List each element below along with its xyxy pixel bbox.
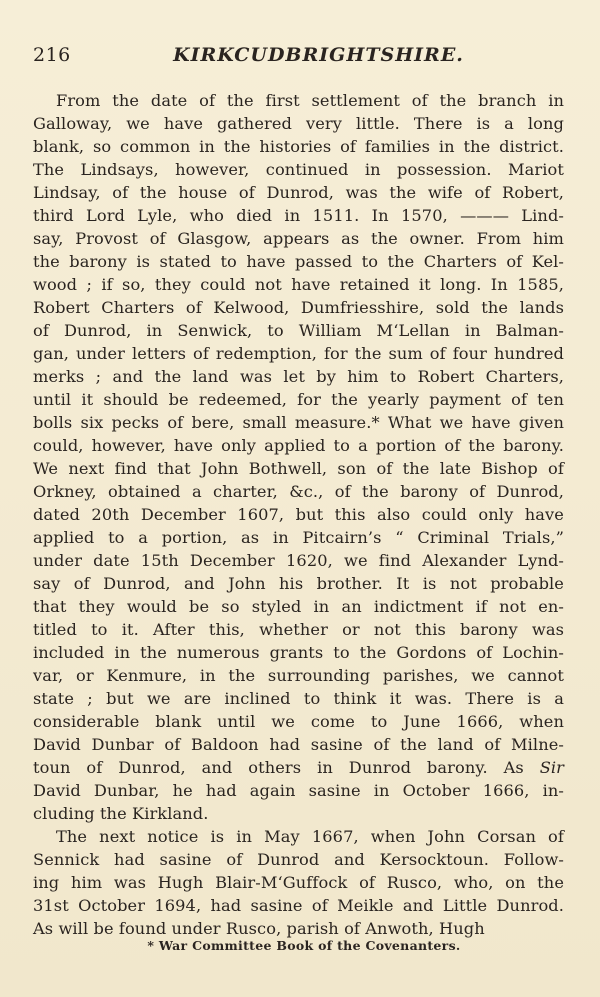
text-line: 31st October 1694, had sasine of Meikle and Little Dunrod. [33,896,564,915]
paragraph-first-line: The next notice is in May 1667, when John Corsan of [56,827,564,846]
text-line: Galloway, we have gathered very little. There is a long [33,114,564,133]
text-line: gan, under letters of redemption, for the sum of four hundred [33,344,564,363]
text-line: say of Dunrod, and John his brother. It is not probable [33,574,564,593]
text-line: could, however, have only applied to a portion of the barony. [33,436,564,455]
text-line: the barony is stated to have passed to the Charters of Kel- [33,252,564,271]
text-line: cluding the Kirkland. [33,804,209,823]
text-line: We next find that John Bothwell, son of the late Bishop of [33,459,564,478]
text-line: David Dunbar, he had again sasine in October 1666, in- [33,781,564,800]
text-line: merks ; and the land was let by him to Robert Charters, [33,367,564,386]
text-line: third Lord Lyle, who died in 1511. In 1570, ——— Lind- [33,206,564,225]
text-line: until it should be redeemed, for the yearly payment of ten [33,390,564,409]
text-line: Lindsay, of the house of Dunrod, was the wife of Robert, [33,183,564,202]
text-line: David Dunbar of Baldoon had sasine of the land of Milne- [33,735,564,754]
text-line: say, Provost of Glasgow, appears as the owner. From him [33,229,564,248]
text-line: Sennick had sasine of Dunrod and Kersocktoun. Follow- [33,850,564,869]
text-line: under date 15th December 1620, we find Alexander Lynd- [33,551,564,570]
text-line: wood ; if so, they could not have retained it long. In 1585, [33,275,564,294]
text-line: bolls six pecks of bere, small measure.* What we have given [33,413,564,432]
text-line: toun of Dunrod, and others in Dunrod barony. As Sir [33,758,564,777]
page-number: 216 [33,44,71,66]
body-text [33,89,564,940]
text-line: Robert Charters of Kelwood, Dumfriesshire, sold the lands [33,298,564,317]
text-line: ing him was Hugh Blair-M‘Guffock of Rusco, who, on the [33,873,564,892]
text-line: var, or Kenmure, in the surrounding parishes, we cannot [33,666,564,685]
text-line: As will be found under Rusco, parish of Anwoth, Hugh [33,919,485,938]
footnote: * War Committee Book of the Covenanters. [147,938,461,953]
text-line: The Lindsays, however, continued in possession. Mariot [33,160,564,179]
text-line: of Dunrod, in Senwick, to William M‘Lellan in Balman- [33,321,564,340]
text-line: included in the numerous grants to the Gordons of Lochin- [33,643,564,662]
text-line: blank, so common in the histories of families in the district. [33,137,564,156]
page-header [33,44,564,74]
paragraph-first-line: From the date of the first settlement of the branch in [56,91,564,110]
text-line: state ; but we are inclined to think it was. There is a [33,689,564,708]
text-line: dated 20th December 1607, but this also could only have [33,505,564,524]
running-head: KIRKCUDBRIGHTSHIRE. [173,44,464,66]
text-line: applied to a portion, as in Pitcairn’s “ Criminal Trials,” [33,528,564,547]
text-line: that they would be so styled in an indictment if not en- [33,597,564,616]
text-line: titled to it. After this, whether or not this barony was [33,620,564,639]
text-line: considerable blank until we come to June 1666, when [33,712,564,731]
text-line: Orkney, obtained a charter, &c., of the barony of Dunrod, [33,482,564,501]
